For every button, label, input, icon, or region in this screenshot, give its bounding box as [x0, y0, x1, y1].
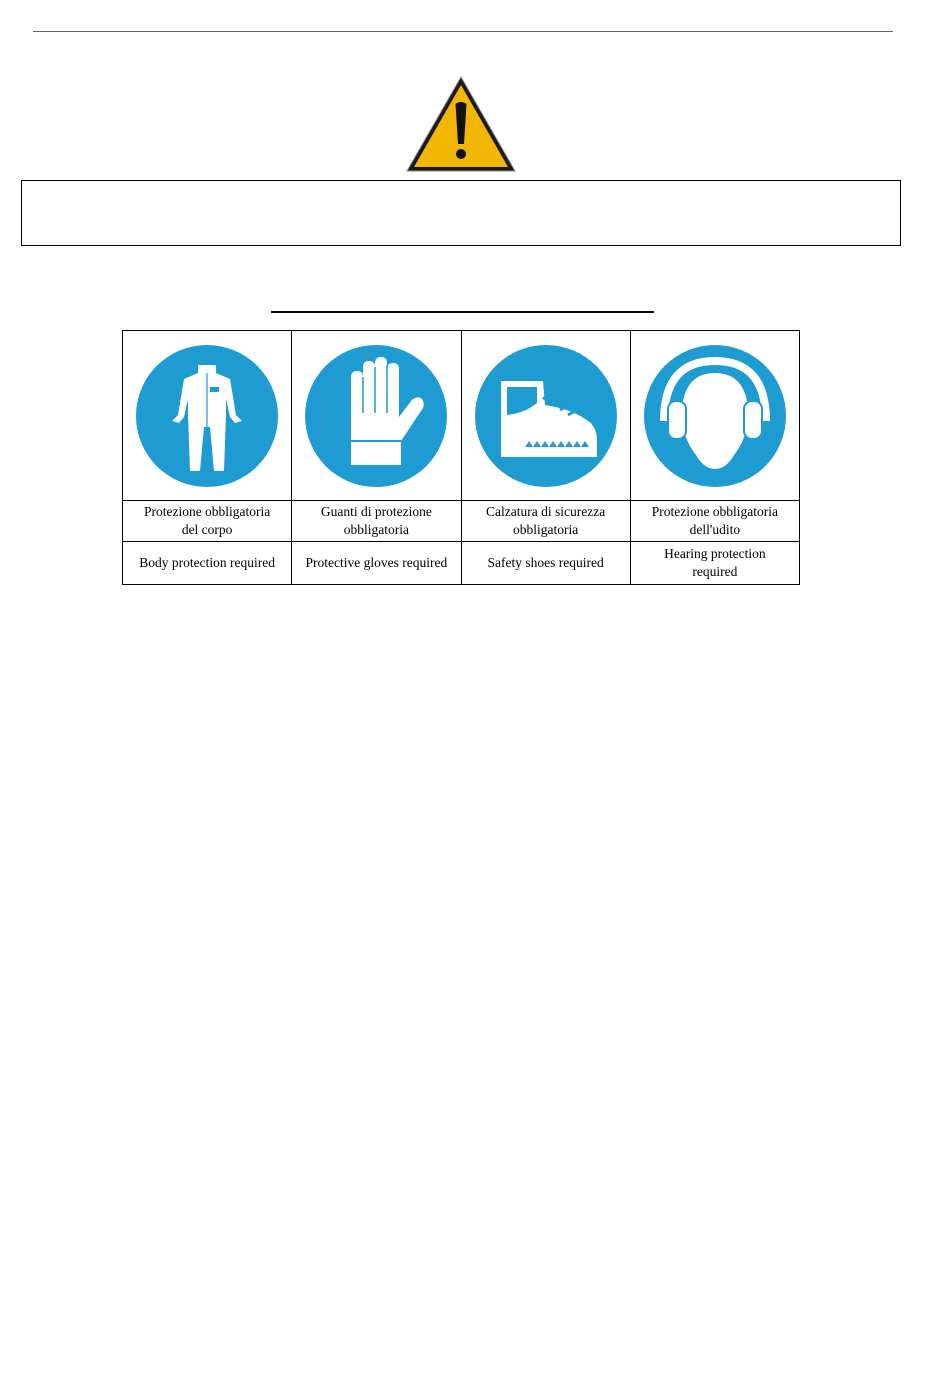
- label-en-body: Body protection required: [123, 542, 292, 585]
- ppe-english-label-row: [123, 542, 800, 585]
- hearing-protection-icon: [642, 343, 788, 489]
- ppe-table: [122, 330, 800, 585]
- label-it-shoes: Calzatura di sicurezza obbligatoria: [461, 501, 630, 542]
- label-en-shoes: Safety shoes required: [461, 542, 630, 585]
- label-it-gloves: Guanti di protezione obbligatoria: [292, 501, 461, 542]
- safety-shoes-icon: [473, 343, 619, 489]
- warning-triangle-exclamation-icon: [404, 74, 518, 175]
- section-heading-underline: [271, 311, 654, 313]
- notice-box: [21, 180, 901, 246]
- label-en-hearing: Hearing protection required: [630, 542, 799, 585]
- ppe-cell-shoes: [461, 331, 630, 501]
- label-it-hearing: Protezione obbligatoria dell'udito: [630, 501, 799, 542]
- header-rule: [33, 31, 893, 32]
- ppe-icon-row: [123, 331, 800, 501]
- ppe-italian-label-row: [123, 501, 800, 542]
- ppe-cell-hearing: [630, 331, 799, 501]
- ppe-cell-gloves: [292, 331, 461, 501]
- label-en-gloves: Protective gloves required: [292, 542, 461, 585]
- protective-gloves-icon: [303, 343, 449, 489]
- label-it-body: Protezione obbligatoria del corpo: [123, 501, 292, 542]
- body-protection-coverall-icon: [134, 343, 280, 489]
- ppe-cell-body: [123, 331, 292, 501]
